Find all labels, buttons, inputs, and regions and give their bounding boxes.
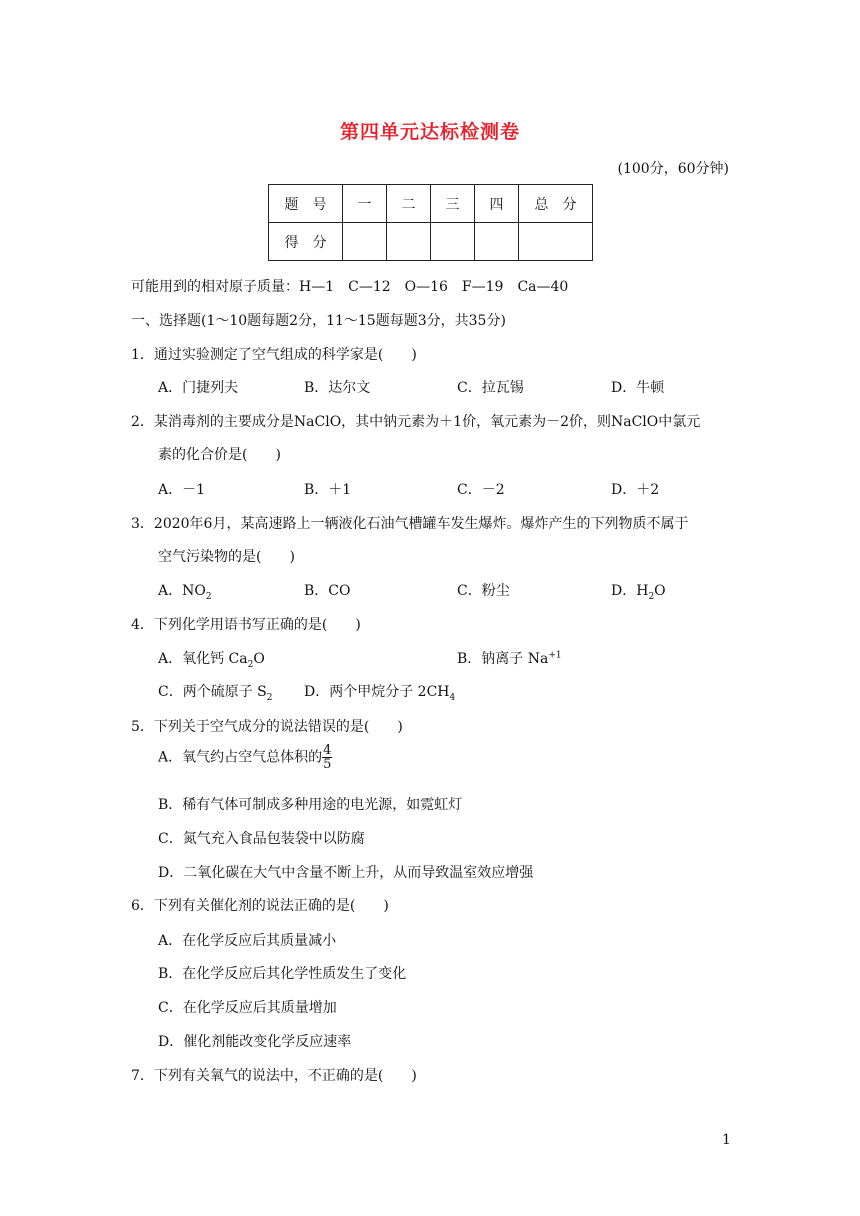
page-title: 第四单元达标检测卷 xyxy=(339,121,520,143)
header-cell-label: 题 号 xyxy=(269,185,343,223)
question-3-stem-line1: 3．2020年6月，某高速路上一辆液化石油气槽罐车发生爆炸。爆炸产生的下列物质不属于 xyxy=(131,516,689,532)
score-table xyxy=(268,184,593,261)
question-3-stem-line2: 空气污染物的是( ) xyxy=(158,549,295,565)
q4-option-b-superscript: +1 xyxy=(548,650,562,661)
q4-option-a-text: A．氧化钙 Ca xyxy=(158,651,248,667)
q1-option-c: C．拉瓦锡 xyxy=(457,380,524,396)
fraction xyxy=(322,744,332,771)
score-table-header-row xyxy=(269,185,593,223)
q4-option-b-text: B．钠离子 Na xyxy=(457,651,549,667)
question-7-stem: 7．下列有关氧气的说法中，不正确的是( ) xyxy=(131,1068,417,1084)
header-cell-total: 总 分 xyxy=(519,185,593,223)
fraction-denominator: 5 xyxy=(323,757,332,772)
score-cell-total xyxy=(519,223,593,261)
q3-option-d xyxy=(611,580,666,602)
atomic-masses: 可能用到的相对原子质量：H—1 C—12 O—16 F—19 Ca—40 xyxy=(131,279,569,295)
q2-option-a: A．－1 xyxy=(158,482,206,498)
q3-option-c: C．粉尘 xyxy=(457,583,510,599)
q3-option-d-subscript: 2 xyxy=(648,591,655,602)
q2-option-b: B．＋1 xyxy=(304,482,352,498)
question-1-stem: 1．通过实验测定了空气组成的科学家是( ) xyxy=(131,347,417,363)
q5-option-c: C．氮气充入食品包装袋中以防腐 xyxy=(158,831,365,847)
question-6-stem: 6．下列有关催化剂的说法正确的是( ) xyxy=(131,898,389,914)
fraction-numerator: 4 xyxy=(323,743,332,758)
q3-option-b: B．CO xyxy=(304,583,351,599)
q3-option-d-text: D．H xyxy=(611,583,649,599)
page-number: 1 xyxy=(722,1132,731,1148)
q1-option-d: D．牛顿 xyxy=(611,380,665,396)
q4-option-d-text: D．两个甲烷分子 2CH xyxy=(304,684,450,700)
question-5-stem: 5．下列关于空气成分的说法错误的是( ) xyxy=(131,719,403,735)
score-cell-3 xyxy=(431,223,475,261)
header-cell-4: 四 xyxy=(475,185,519,223)
q4-option-d-subscript: 4 xyxy=(449,692,456,703)
q1-option-a: A．门捷列夫 xyxy=(158,380,239,396)
score-cell-4 xyxy=(475,223,519,261)
q4-option-a-tail: O xyxy=(253,651,265,667)
q3-option-a-text: A．NO xyxy=(158,583,206,599)
score-row-label: 得 分 xyxy=(269,223,343,261)
q5-option-d: D．二氧化碳在大气中含量不断上升，从而导致温室效应增强 xyxy=(158,865,534,881)
q4-option-c xyxy=(158,681,273,703)
score-table-score-row xyxy=(269,223,593,261)
q2-option-c: C．－2 xyxy=(457,482,505,498)
q4-option-a-subscript: 2 xyxy=(247,659,254,670)
question-4-stem: 4．下列化学用语书写正确的是( ) xyxy=(131,617,361,633)
q4-option-c-text: C．两个硫原子 S xyxy=(158,684,267,700)
q6-option-b: B．在化学反应后其化学性质发生了变化 xyxy=(158,966,407,982)
q2-option-d: D．＋2 xyxy=(611,482,660,498)
q3-option-a-subscript: 2 xyxy=(205,591,212,602)
section-heading: 一、选择题(1～10题每题2分，11～15题每题3分，共35分) xyxy=(131,313,506,329)
score-cell-2 xyxy=(387,223,431,261)
q4-option-b xyxy=(457,648,562,668)
question-2-stem-line1: 2．某消毒剂的主要成分是NaClO，其中钠元素为＋1价，氧元素为－2价，则NaClO中氯元 xyxy=(131,414,701,430)
header-cell-1: 一 xyxy=(343,185,387,223)
score-cell-1 xyxy=(343,223,387,261)
q6-option-d: D．催化剂能改变化学反应速率 xyxy=(158,1034,352,1050)
header-cell-3: 三 xyxy=(431,185,475,223)
header-cell-2: 二 xyxy=(387,185,431,223)
q5-option-a-text: A．氧气约占空气总体积的 xyxy=(158,749,323,766)
q6-option-c: C．在化学反应后其质量增加 xyxy=(158,1000,337,1016)
q1-option-b: B．达尔文 xyxy=(304,380,371,396)
q3-option-a xyxy=(158,580,212,602)
q4-option-d xyxy=(304,681,455,703)
q4-option-c-subscript: 2 xyxy=(266,692,273,703)
q5-option-b: B．稀有气体可制成多种用途的电光源，如霓虹灯 xyxy=(158,797,463,813)
q4-option-a xyxy=(158,648,265,670)
q5-option-a xyxy=(158,744,332,771)
q3-option-d-tail: O xyxy=(654,583,666,599)
q6-option-a: A．在化学反应后其质量减小 xyxy=(158,933,337,949)
question-2-stem-line2: 素的化合价是( ) xyxy=(158,447,281,463)
score-time-note: (100分，60分钟) xyxy=(617,161,729,177)
